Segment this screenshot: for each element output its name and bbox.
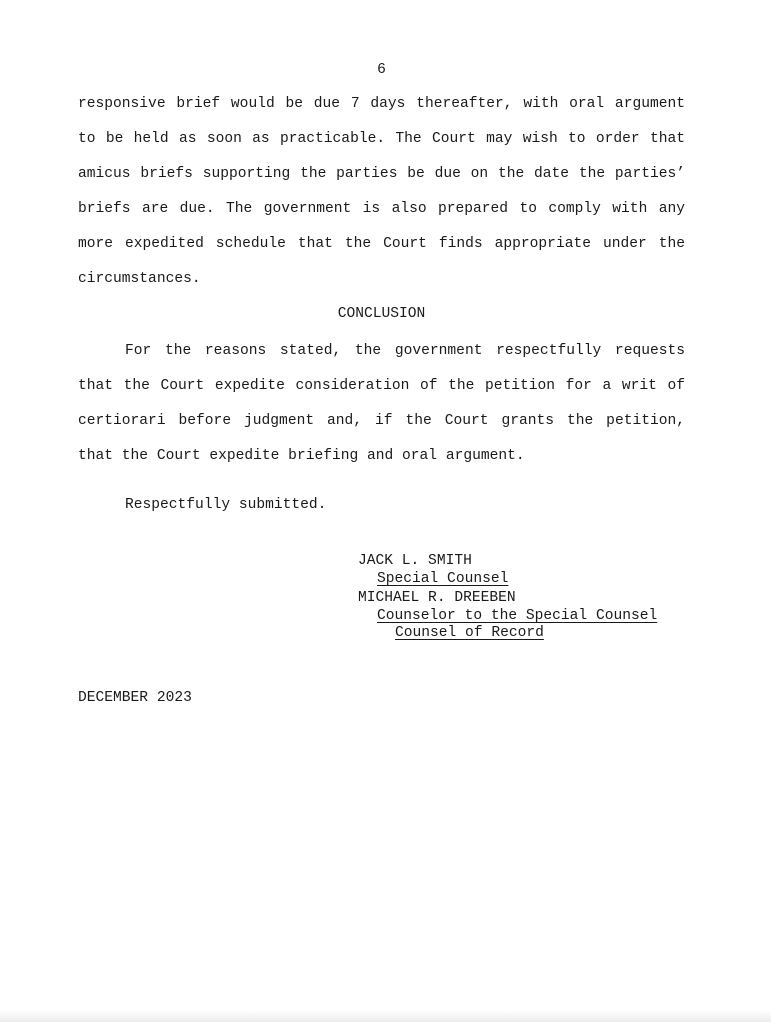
document-date: DECEMBER 2023	[78, 690, 192, 706]
body-paragraph-schedule: responsive brief would be due 7 days thereafter, with oral argument to be held as soon as practicable. The Court may wish to order that amicus briefs supporting the parties be due on the date the parties’ briefs are due. The government is also prepared to comply with any more expedited schedule that the Court finds appropriate under the circumstances.	[78, 96, 685, 288]
signer-name-dreeben: MICHAEL R. DREEBEN	[358, 590, 516, 606]
signer-title-counsel-of-record: Counsel of Record	[395, 625, 544, 641]
body-paragraph-conclusion: For the reasons stated, the government respectfully requests that the Court expedite consideration of the petition for a writ of certiorari before judgment and, if the Court grants the petition, that the Court expedite briefing and oral argument.	[78, 343, 685, 465]
signer-title-counselor: Counselor to the Special Counsel	[377, 608, 658, 624]
page-bottom-edge	[0, 1010, 771, 1022]
page-number: 6	[377, 62, 386, 78]
section-heading-conclusion: CONCLUSION	[337, 306, 426, 322]
closing-line: Respectfully submitted.	[125, 497, 327, 513]
signer-name-smith: JACK L. SMITH	[358, 553, 472, 569]
signer-title-special-counsel: Special Counsel	[377, 571, 509, 587]
